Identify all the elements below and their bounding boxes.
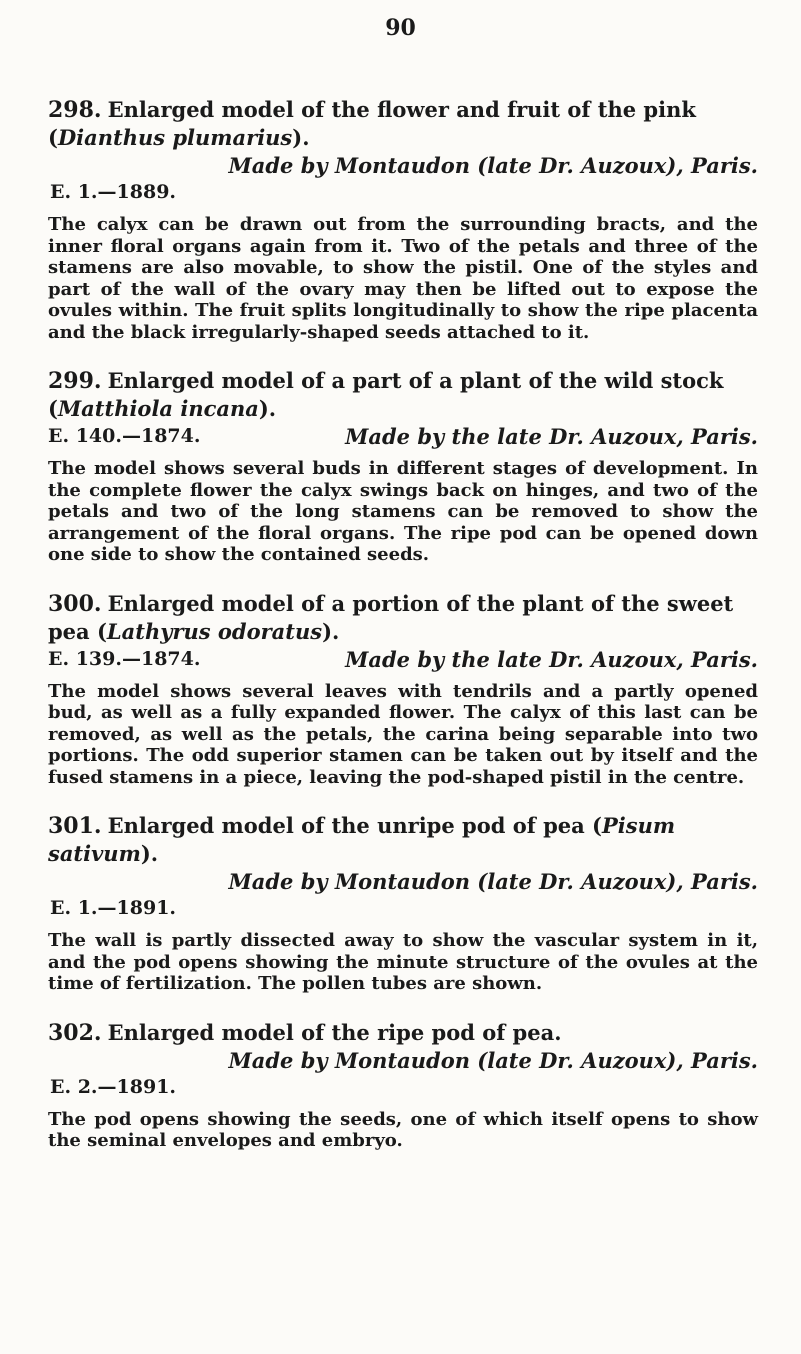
entry-description: The model shows several leaves with tendrils and a partly opened bud, as well as a fully expanded flower. The calyx of this last can be removed, as well as the petals, the carina being separable into two portions. The odd superior stamen can be taken out by itself and the fused stamens in a piece, leaving the pod-shaped pistil in the centre. [48, 680, 758, 788]
page-number: 90 [385, 15, 416, 41]
entry-heading [48, 367, 758, 423]
catalogue-entry-301 [48, 812, 758, 995]
entry-title-end: ). [292, 125, 310, 150]
entry-description: The pod opens showing the seeds, one of which itself opens to show the seminal envelopes and embryo. [48, 1108, 758, 1151]
entry-title: Enlarged model of a part of a plant of the wild stock ( [48, 368, 724, 421]
scientific-name: Matthiola incana [57, 396, 259, 421]
entry-number: 302. [48, 1019, 102, 1046]
museum-reference: E. 1.—1889. [50, 181, 177, 203]
entry-heading [48, 96, 758, 152]
scientific-name: Pisum sativum [48, 813, 676, 866]
entry-heading [48, 1019, 758, 1047]
maker-line: Made by Montaudon (late Dr. Auzoux), Paris. [228, 1047, 758, 1073]
entry-heading [48, 812, 758, 868]
museum-reference: E. 140.—1874. [48, 425, 201, 447]
scientific-name: Lathyrus odoratus [106, 618, 323, 644]
entry-title: Enlarged model of the unripe pod of pea ( [107, 813, 602, 838]
scientific-name: Dianthus plumarius [57, 125, 293, 150]
entry-number: 299. [48, 368, 102, 394]
reference-line [48, 423, 758, 450]
entry-title: Enlarged model of the flower and fruit of the pink ( [48, 97, 696, 150]
catalogue-entry-298 [48, 96, 758, 343]
maker-line: Made by the late Dr. Auzoux, Paris. [345, 646, 758, 672]
entry-title-end: ). [322, 618, 340, 644]
reference-line [48, 646, 758, 673]
maker-line: Made by Montaudon (late Dr. Auzoux), Paris. [228, 153, 758, 178]
entry-title: Enlarged model of a portion of the plant of the sweet pea ( [48, 590, 734, 644]
entry-description: The model shows several buds in different stages of development. In the complete flower the calyx swings back on hinges, and two of the petals and two of the long stamens can be removed to show the arrangement of the floral organs. The ripe pod can be opened down one side to show the contained seeds. [48, 458, 758, 565]
museum-reference: E. 2.—1891. [50, 1075, 177, 1098]
catalogue-entries [48, 96, 758, 1176]
entry-number: 301. [48, 813, 102, 839]
maker-line: Made by the late Dr. Auzoux, Paris. [345, 424, 758, 449]
entry-title-end: ). [140, 841, 159, 866]
maker-line: Made by Montaudon (late Dr. Auzoux), Paris. [228, 869, 758, 894]
museum-reference: E. 139.—1874. [48, 647, 201, 670]
entry-description: The calyx can be drawn out from the surrounding bracts, and the inner floral organs again from it. Two of the petals and three of the stamens are also movable, to show the pistil. One of the styles and part of the wall of the ovary may then be lifted out to expose the ovules within. The fruit splits longitudinally to show the ripe placenta and the black irregularly-shaped seeds attached to it. [48, 214, 758, 343]
catalogue-entry-302 [48, 1019, 758, 1152]
catalogue-entry-299 [48, 367, 758, 566]
museum-reference: E. 1.—1891. [50, 897, 177, 919]
entry-title-end: ). [258, 396, 277, 421]
entry-number: 300. [48, 590, 102, 617]
entry-title: Enlarged model of the ripe pod of pea. [107, 1019, 562, 1045]
entry-heading [48, 590, 758, 646]
catalogue-entry-300 [48, 590, 758, 789]
entry-description: The wall is partly dissected away to show the vascular system in it, and the pod opens showing the minute structure of the ovules at the time of fertilization. The pollen tubes are shown. [48, 930, 758, 994]
entry-number: 298. [48, 97, 102, 123]
